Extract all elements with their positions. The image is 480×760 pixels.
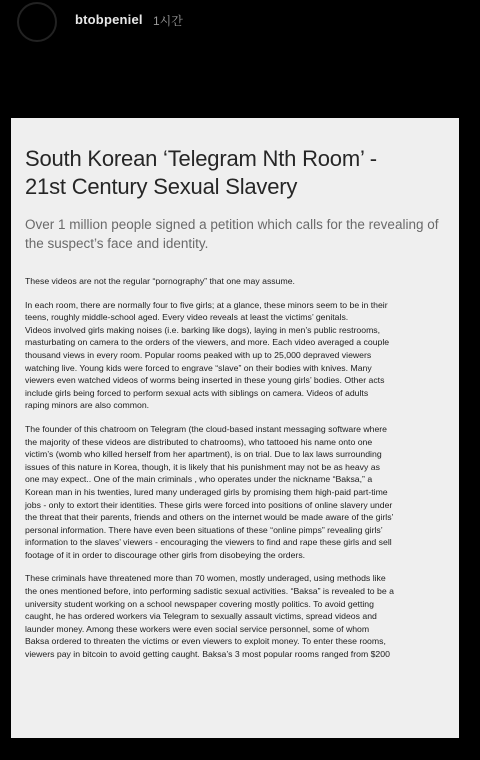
article <box>25 145 445 672</box>
paragraph-line: viewers even watched videos of worms being inserted in these young girls’ bodies. Other acts <box>25 375 385 386</box>
article-title <box>25 145 445 201</box>
paragraph-line: masturbating on camera to the orders of the viewers, and more. Each video averaged a couple <box>25 337 390 348</box>
paragraph-line: In each room, there are normally four to five girls; at a glance, these minors seem to be in their <box>25 299 388 310</box>
paragraph-line: jobs - only to extort their identities. These girls were forced into positions of online slavery under <box>25 499 393 510</box>
article-body <box>25 275 445 661</box>
paragraph-line: the threat that their parents, friends and others on the internet would be made aware of the girls’ <box>25 512 394 523</box>
article-title-line: 21st Century Sexual Slavery <box>25 174 298 199</box>
paragraph-line: thousand views in every room. Popular rooms peaked with up to 25,000 depraved viewers <box>25 349 372 360</box>
paragraph-line: Videos involved girls making noises (i.e. barking like dogs), laying in men’s public restrooms, <box>25 324 381 335</box>
article-screenshot <box>11 118 459 738</box>
article-paragraph <box>25 275 445 288</box>
paragraph-line: watching live. Young kids were forced to engrave “slave” on their bodies with knives. Many <box>25 362 372 373</box>
post-time: 1시간 <box>153 14 183 28</box>
paragraph-line: footage of it in order to discourage other girls from disobeying the orders. <box>25 549 306 560</box>
article-paragraph <box>25 572 445 660</box>
paragraph-line: These criminals have threatened more than 70 women, mostly underaged, using methods like <box>25 573 386 584</box>
paragraph-line: information to the slaves’ viewers - encouraging the viewers to find and rape these girls and sell <box>25 537 392 548</box>
paragraph-line: the ones mentioned before, into performing sadistic sexual activities. “Baksa” is revealed to be a <box>25 586 394 597</box>
paragraph-line: issues of this nature in Korea, though, it is likely that his punishment may not be as heavy as <box>25 461 380 472</box>
article-paragraph <box>25 423 445 562</box>
paragraph-line: Baksa ordered to threaten the victims or even viewers to exploit money. To enter these rooms, <box>25 636 386 647</box>
article-subtitle-line: the suspect’s face and identity. <box>25 236 209 251</box>
paragraph-line: victim’s (womb who killed herself from her apartment), is on trial. Due to lax laws surrounding <box>25 449 382 460</box>
article-subtitle <box>25 215 445 253</box>
article-title-line: South Korean ‘Telegram Nth Room’ - <box>25 146 377 171</box>
story-header <box>0 0 480 48</box>
article-subtitle-line: Over 1 million people signed a petition which calls for the revealing of <box>25 217 439 232</box>
avatar[interactable] <box>17 2 57 42</box>
paragraph-line: one may expect.. One of the main criminals , who operates under the nickname “Baksa,” a <box>25 474 373 485</box>
paragraph-line: The founder of this chatroom on Telegram (the cloud-based instant messaging software where <box>25 423 388 434</box>
paragraph-line: personal information. There have even been situations of these “online pimps” revealing girls’ <box>25 524 383 535</box>
paragraph-line: viewers pay in bitcoin to avoid getting caught. Baksa’s 3 most popular rooms ranged from $200 <box>25 649 390 660</box>
paragraph-line: university student working on a school newspaper covering mostly politics. To avoid getting <box>25 598 374 609</box>
username[interactable]: btobpeniel <box>75 12 143 27</box>
paragraph-line: caught, he has ordered workers via Telegram to sexually assault victims, spread videos and <box>25 611 377 622</box>
paragraph-line: the majority of these videos are distributed to chatrooms), who tattooed his name onto one <box>25 436 373 447</box>
article-paragraph <box>25 299 445 412</box>
paragraph-line: launder money. Among these workers were even social service personnel, some of whom <box>25 623 370 634</box>
paragraph-line: raping minors are also common. <box>25 400 150 411</box>
paragraph-line: include girls being forced to perform sexual acts with siblings on camera. Videos of adults <box>25 387 369 398</box>
paragraph-line: Korean man in his twenties, lured many underaged girls by promising them high-paid part-time <box>25 486 388 497</box>
paragraph-line: These videos are not the regular “pornography” that one may assume. <box>25 276 295 286</box>
paragraph-line: teens, roughly middle-school aged. Every video reveals at least the victims’ genitals. <box>25 312 349 323</box>
